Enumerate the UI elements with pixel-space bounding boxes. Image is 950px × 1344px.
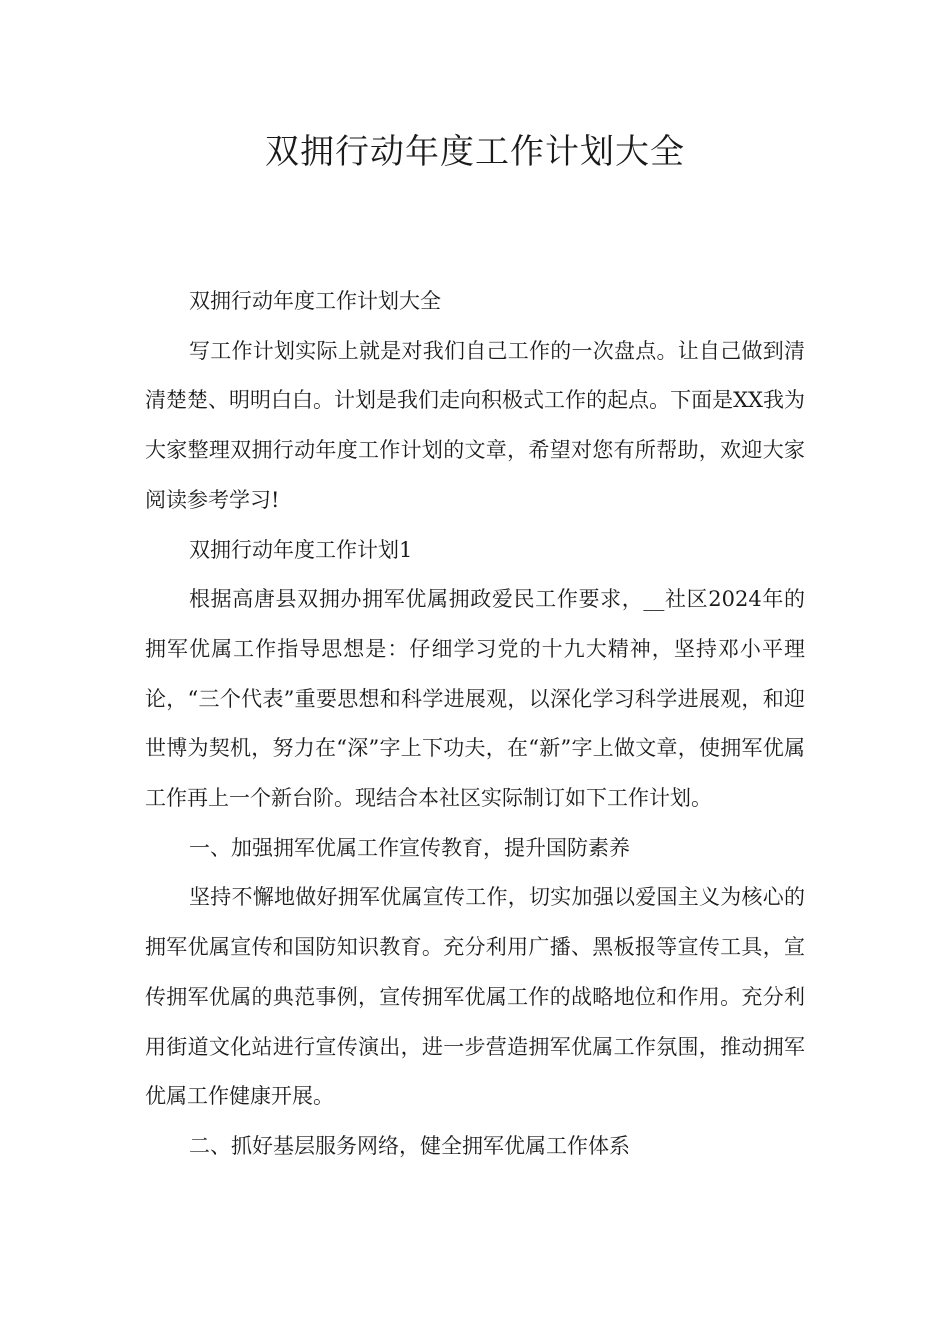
section-heading-plan-1: 双拥行动年度工作计划1 xyxy=(189,537,413,562)
guideline-paragraph: 根据高唐县双拥办拥军优属拥政爱民工作要求，__社区2024年的拥军优属工作指导思想是：仔细学习党的十九大精神，坚持邓小平理论，“三个代表”重要思想和科学进展观，以深化学习科学进展观，和迎世博为契机，努力在“深”字上下功夫，在“新”字上做文章，使拥军优属工作再上一个新台阶。现结合本社区实际制订如下工作计划。 xyxy=(145,587,805,811)
publicity-paragraph: 坚持不懈地做好拥军优属宣传工作，切实加强以爱国主义为核心的拥军优属宣传和国防知识教育。充分利用广播、黑板报等宣传工具，宣传拥军优属的典范事例，宣传拥军优属工作的战略地位和作用。充分利用街道文化站进行宣传演出，进一步营造拥军优属工作氛围，推动拥军优属工作健康开展。 xyxy=(145,885,805,1109)
intro-paragraph: 写工作计划实际上就是对我们自己工作的一次盘点。让自己做到清清楚楚、明明白白。计划是我们走向积极式工作的起点。下面是XX我为大家整理双拥行动年度工作计划的文章，希望对您有所帮助，欢迎大家阅读参考学习! xyxy=(145,338,805,512)
document-body xyxy=(145,277,805,1172)
section-heading-2: 二、抓好基层服务网络，健全拥军优属工作体系 xyxy=(189,1133,630,1158)
section-heading-1: 一、加强拥军优属工作宣传教育，提升国防素养 xyxy=(189,835,630,860)
document-title: 双拥行动年度工作计划大全 xyxy=(265,132,685,172)
body-heading: 双拥行动年度工作计划大全 xyxy=(189,289,441,313)
